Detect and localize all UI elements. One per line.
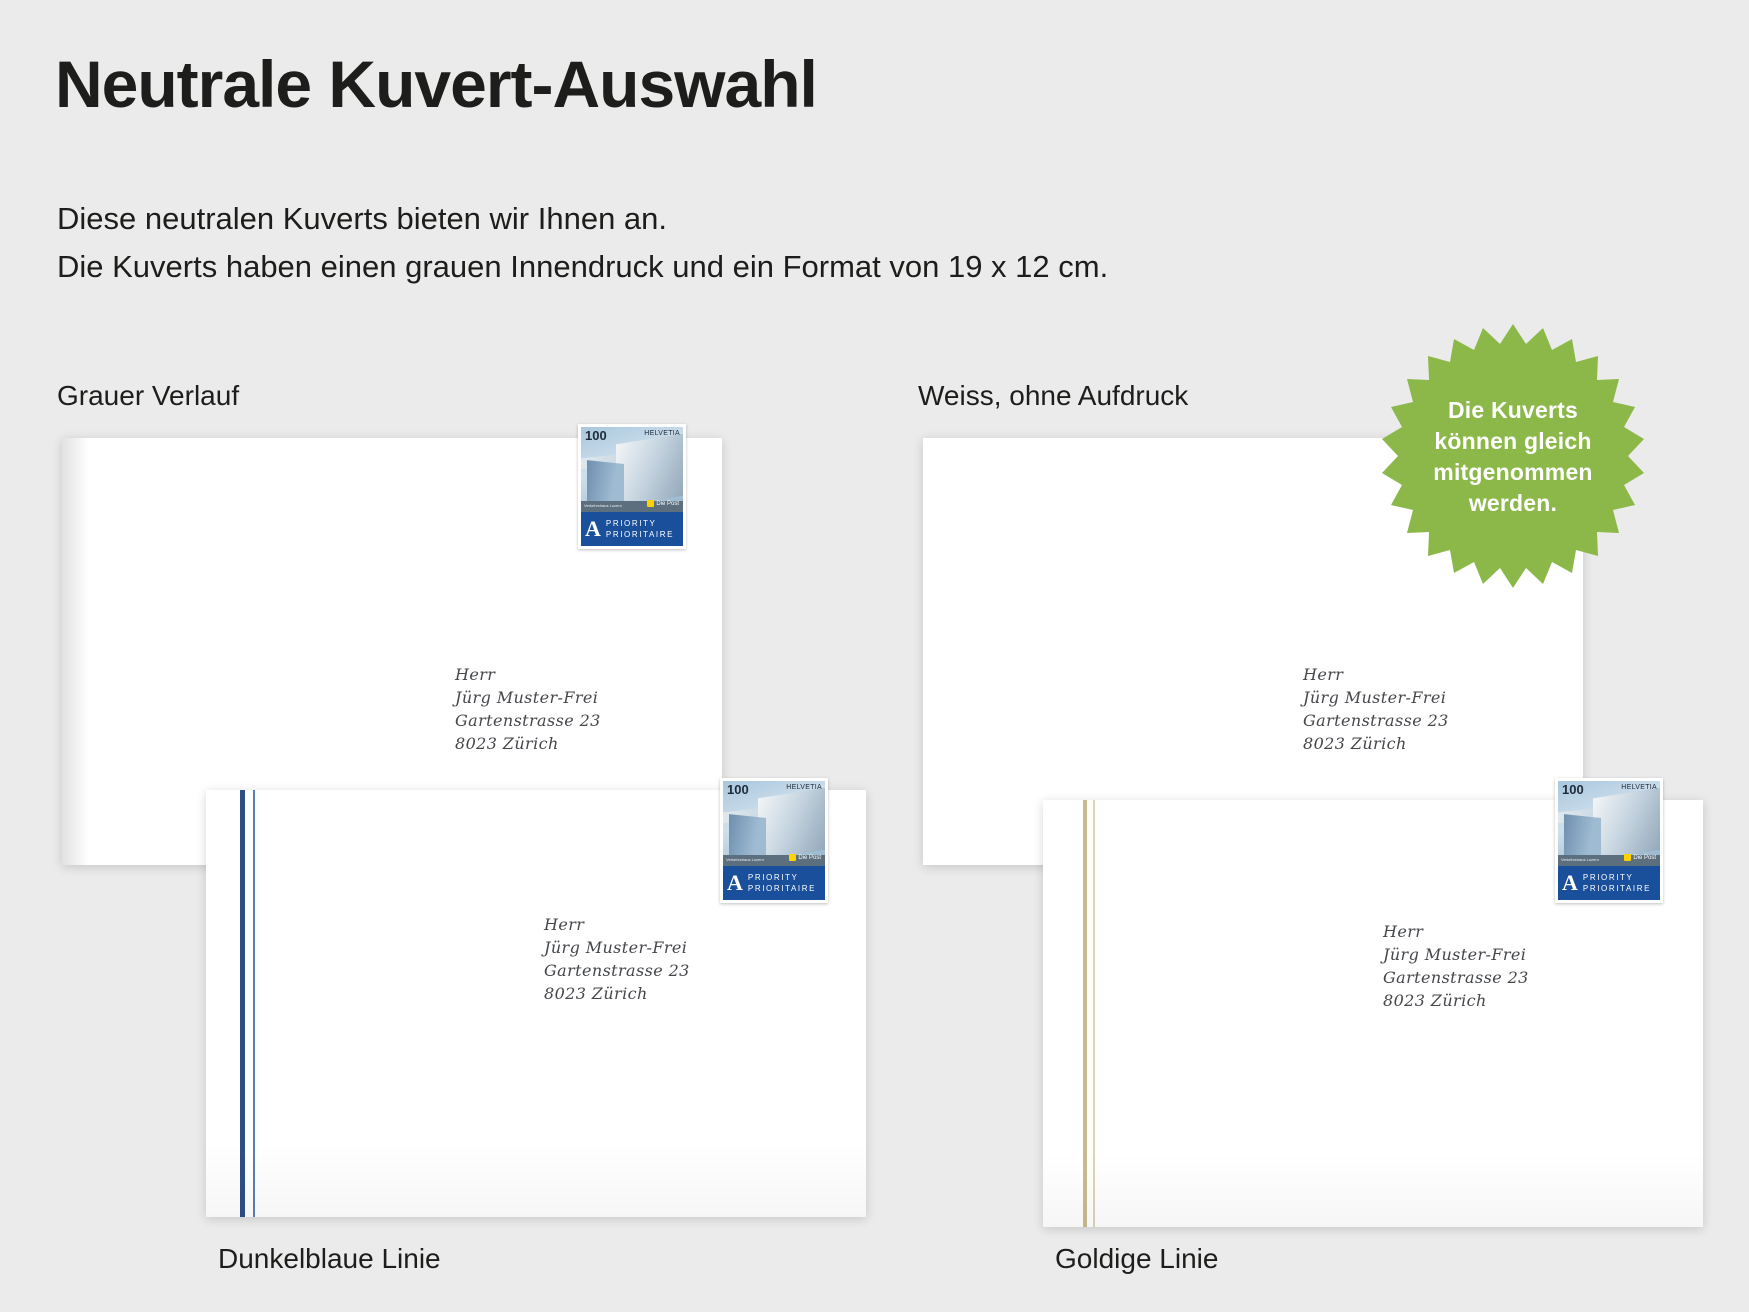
post-logo xyxy=(647,500,679,507)
address-name: Jürg Muster-Frei xyxy=(1303,688,1447,707)
priority-fr: PRIORITAIRE xyxy=(605,530,675,539)
address-block xyxy=(1303,663,1449,755)
badge-line-4: werden. xyxy=(1468,490,1558,516)
stamp-credit: Verkehrshaus Luzern xyxy=(584,503,622,508)
stamp-country: HELVETIA xyxy=(786,784,822,791)
intro-line-2: Die Kuverts haben einen grauen Innendruck und ein Format von 19 x 12 cm. xyxy=(57,249,1109,284)
post-mark-icon xyxy=(647,500,654,507)
address-street: Gartenstrasse 23 xyxy=(1383,968,1529,987)
address-city: 8023 Zürich xyxy=(455,734,559,753)
address-city: 8023 Zürich xyxy=(1303,734,1407,753)
post-mark-icon xyxy=(1624,854,1631,861)
envelope-dunkelblaue-linie[interactable] xyxy=(206,782,866,1217)
address-name: Jürg Muster-Frei xyxy=(455,688,599,707)
priority-letter: A xyxy=(585,516,601,541)
address-city: 8023 Zürich xyxy=(544,984,648,1003)
address-name: Jürg Muster-Frei xyxy=(1383,945,1527,964)
postage-stamp xyxy=(720,778,828,903)
address-salutation: Herr xyxy=(1303,665,1344,684)
post-mark-icon xyxy=(789,854,796,861)
intro-paragraph xyxy=(57,195,1108,291)
priority-de: PRIORITY xyxy=(747,873,799,882)
post-logo xyxy=(1624,854,1656,861)
address-salutation: Herr xyxy=(455,665,496,684)
address-block xyxy=(1383,920,1529,1012)
address-salutation: Herr xyxy=(1383,922,1424,941)
address-salutation: Herr xyxy=(544,915,585,934)
address-street: Gartenstrasse 23 xyxy=(544,961,690,980)
caption-grauer-verlauf: Grauer Verlauf xyxy=(57,380,240,411)
promo-badge-text xyxy=(1378,322,1648,592)
postage-stamp xyxy=(1555,778,1663,903)
stamp-value: 100 xyxy=(727,782,749,797)
priority-fr: PRIORITAIRE xyxy=(747,884,817,893)
address-block xyxy=(455,663,601,755)
stamp-country: HELVETIA xyxy=(644,430,680,437)
post-label: Die Post xyxy=(1633,854,1656,861)
priority-letter: A xyxy=(727,870,743,895)
badge-line-1: Die Kuverts xyxy=(1447,397,1579,423)
grey-gradient-print xyxy=(62,438,88,865)
stamp-credit: Verkehrshaus Luzern xyxy=(1561,857,1599,862)
stamp-priority-band xyxy=(1558,866,1660,900)
page-title: Neutrale Kuvert-Auswahl xyxy=(55,47,817,121)
address-block xyxy=(544,913,690,1005)
priority-de: PRIORITY xyxy=(1582,873,1634,882)
envelope-goldige-linie[interactable] xyxy=(1043,782,1703,1227)
caption-weiss-ohne-aufdruck: Weiss, ohne Aufdruck xyxy=(918,380,1189,411)
priority-fr: PRIORITAIRE xyxy=(1582,884,1652,893)
badge-line-2: können gleich xyxy=(1434,428,1592,454)
envelope-fold-shading xyxy=(1043,1153,1703,1227)
caption-dunkelblaue-linie: Dunkelblaue Linie xyxy=(218,1243,441,1274)
stamp-value: 100 xyxy=(585,428,607,443)
stamp-value: 100 xyxy=(1562,782,1584,797)
stamp-credit: Verkehrshaus Luzern xyxy=(726,857,764,862)
address-street: Gartenstrasse 23 xyxy=(455,711,601,730)
stamp-country: HELVETIA xyxy=(1621,784,1657,791)
priority-de: PRIORITY xyxy=(605,519,657,528)
address-street: Gartenstrasse 23 xyxy=(1303,711,1449,730)
post-label: Die Post xyxy=(656,500,679,507)
address-name: Jürg Muster-Frei xyxy=(544,938,688,957)
post-logo xyxy=(789,854,821,861)
postage-stamp xyxy=(578,424,686,549)
stamp-priority-band xyxy=(723,866,825,900)
stamp-priority-band xyxy=(581,512,683,546)
badge-line-3: mitgenommen xyxy=(1433,459,1593,485)
post-label: Die Post xyxy=(798,854,821,861)
envelope-fold-shading xyxy=(206,1143,866,1217)
intro-line-1: Diese neutralen Kuverts bieten wir Ihnen an. xyxy=(57,201,668,236)
promo-badge xyxy=(1378,322,1648,592)
priority-letter: A xyxy=(1562,870,1578,895)
address-city: 8023 Zürich xyxy=(1383,991,1487,1010)
caption-goldige-linie: Goldige Linie xyxy=(1055,1243,1219,1274)
